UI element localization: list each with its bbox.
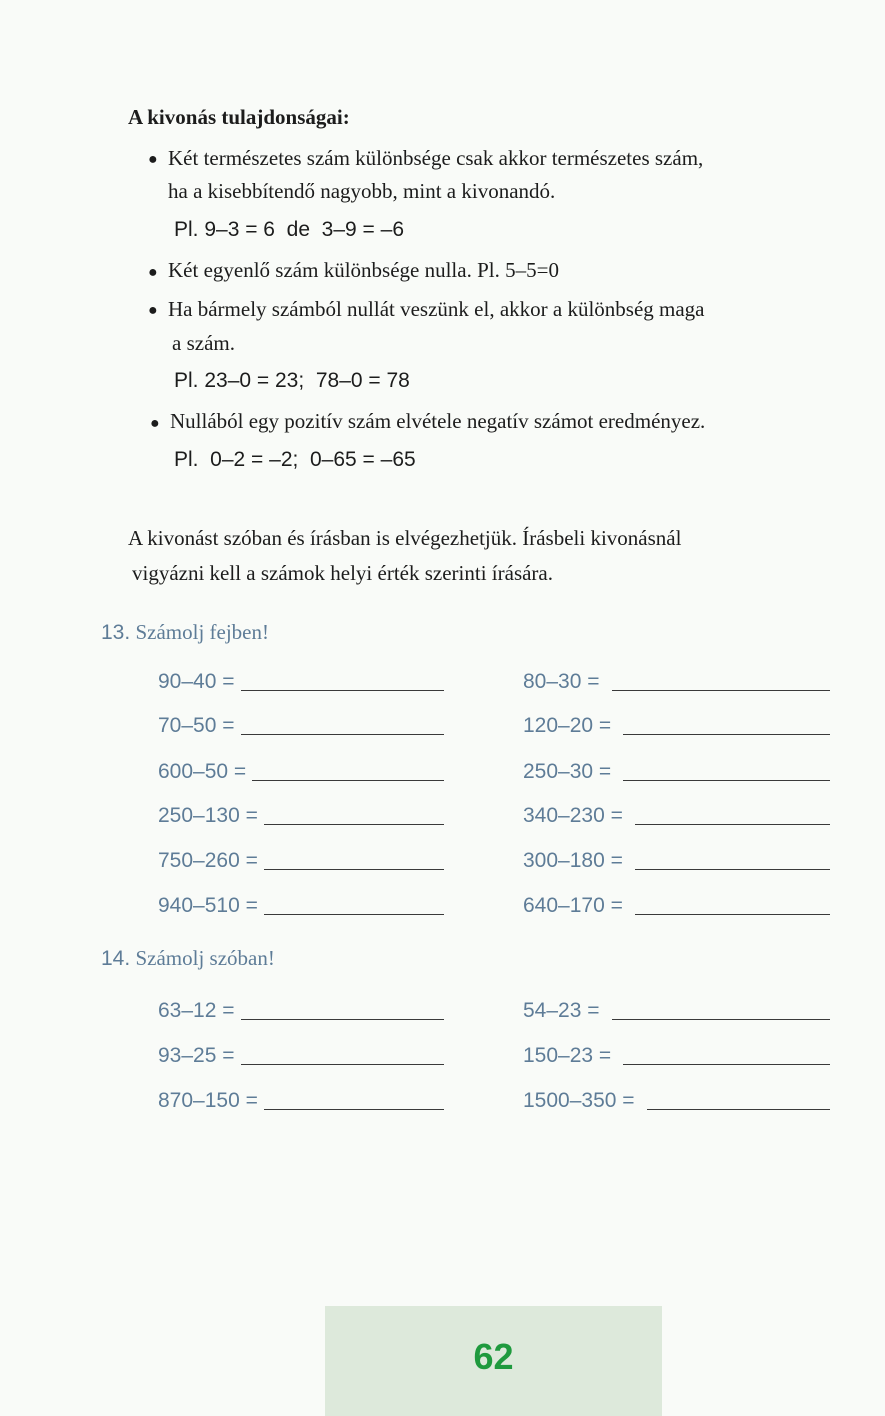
page-number-box <box>325 1306 662 1416</box>
expression: 70–50 = <box>158 714 235 737</box>
answer-line[interactable] <box>241 734 445 735</box>
exercise-13-number: 13. <box>101 621 131 644</box>
exercise-14-heading <box>101 946 275 971</box>
exercise-13-left-3 <box>158 760 444 784</box>
exercise-13-right-4 <box>523 804 830 828</box>
bullet-1-line-2: ha a kisebbítendő nagyobb, mint a kivonandó. <box>168 179 556 203</box>
answer-line[interactable] <box>647 1109 830 1110</box>
expression: 90–40 = <box>158 670 235 693</box>
section-heading: A kivonás tulajdonságai: <box>128 105 350 129</box>
expression: 63–12 = <box>158 999 235 1022</box>
answer-line[interactable] <box>264 1109 444 1110</box>
answer-line[interactable] <box>635 824 830 825</box>
exercise-13-right-6 <box>523 894 830 918</box>
answer-line[interactable] <box>623 1064 830 1065</box>
bullet-1-example: Pl. 9–3 = 6 de 3–9 = –6 <box>174 218 405 241</box>
exercise-14-left-1 <box>158 999 444 1023</box>
exercise-13-left-5 <box>158 849 444 873</box>
expression: 940–510 = <box>158 894 258 917</box>
expression: 150–23 = <box>523 1044 612 1067</box>
answer-line[interactable] <box>623 780 830 781</box>
page-number: 62 <box>473 1336 514 1377</box>
answer-line[interactable] <box>241 690 445 691</box>
answer-line[interactable] <box>635 869 830 870</box>
exercise-13-left-6 <box>158 894 444 918</box>
expression: 250–30 = <box>523 760 612 783</box>
bullet-2-line-1: Két egyenlő szám különbsége nulla. Pl. 5–5=0 <box>168 258 559 282</box>
bullet-icon: ● <box>148 264 158 281</box>
answer-line[interactable] <box>241 1019 445 1020</box>
exercise-13-left-4 <box>158 804 444 828</box>
answer-line[interactable] <box>264 869 444 870</box>
exercise-14-left-3 <box>158 1089 444 1113</box>
bullet-icon: ● <box>150 415 160 432</box>
expression: 340–230 = <box>523 804 623 827</box>
expression: 870–150 = <box>158 1089 258 1112</box>
expression: 250–130 = <box>158 804 258 827</box>
expression: 750–260 = <box>158 849 258 872</box>
exercise-13-heading <box>101 620 269 645</box>
expression: 93–25 = <box>158 1044 235 1067</box>
expression: 120–20 = <box>523 714 612 737</box>
expression: 300–180 = <box>523 849 623 872</box>
answer-line[interactable] <box>264 824 444 825</box>
exercise-14-right-1 <box>523 999 830 1023</box>
expression: 80–30 = <box>523 670 600 693</box>
bullet-1-line-1: Két természetes szám különbsége csak akkor természetes szám, <box>168 146 704 170</box>
expression: 1500–350 = <box>523 1089 635 1112</box>
exercise-14-title: Számolj szóban! <box>135 946 275 970</box>
bullet-4-example: Pl. 0–2 = –2; 0–65 = –65 <box>174 448 416 471</box>
exercise-14-right-2 <box>523 1044 830 1068</box>
note-line-1: A kivonást szóban és írásban is elvégezhetjük. Írásbeli kivonásnál <box>128 526 682 550</box>
exercise-14-number: 14. <box>101 947 131 970</box>
answer-line[interactable] <box>612 1019 831 1020</box>
exercise-13-right-2 <box>523 714 830 738</box>
exercise-13-right-3 <box>523 760 830 784</box>
answer-line[interactable] <box>635 914 830 915</box>
exercise-14-right-3 <box>523 1089 830 1113</box>
exercise-13-title: Számolj fejben! <box>135 620 269 644</box>
expression: 640–170 = <box>523 894 623 917</box>
answer-line[interactable] <box>241 1064 445 1065</box>
bullet-icon: ● <box>148 151 158 168</box>
exercise-13-right-5 <box>523 849 830 873</box>
exercise-13-left-2 <box>158 714 444 738</box>
expression: 600–50 = <box>158 760 247 783</box>
note-line-2: vigyázni kell a számok helyi érték szerinti írására. <box>132 561 553 585</box>
exercise-14-left-2 <box>158 1044 444 1068</box>
bullet-icon: ● <box>148 302 158 319</box>
expression: 54–23 = <box>523 999 600 1022</box>
bullet-3-example: Pl. 23–0 = 23; 78–0 = 78 <box>174 369 410 392</box>
exercise-13-right-1 <box>523 670 830 694</box>
bullet-3-line-1: Ha bármely számból nullát veszünk el, akkor a különbség maga <box>168 297 705 321</box>
bullet-3-line-2: a szám. <box>172 331 235 355</box>
answer-line[interactable] <box>612 690 831 691</box>
answer-line[interactable] <box>252 780 444 781</box>
answer-line[interactable] <box>264 914 444 915</box>
bullet-4-line-1: Nullából egy pozitív szám elvétele negatív számot eredményez. <box>170 409 706 433</box>
exercise-13-left-1 <box>158 670 444 694</box>
answer-line[interactable] <box>623 734 830 735</box>
